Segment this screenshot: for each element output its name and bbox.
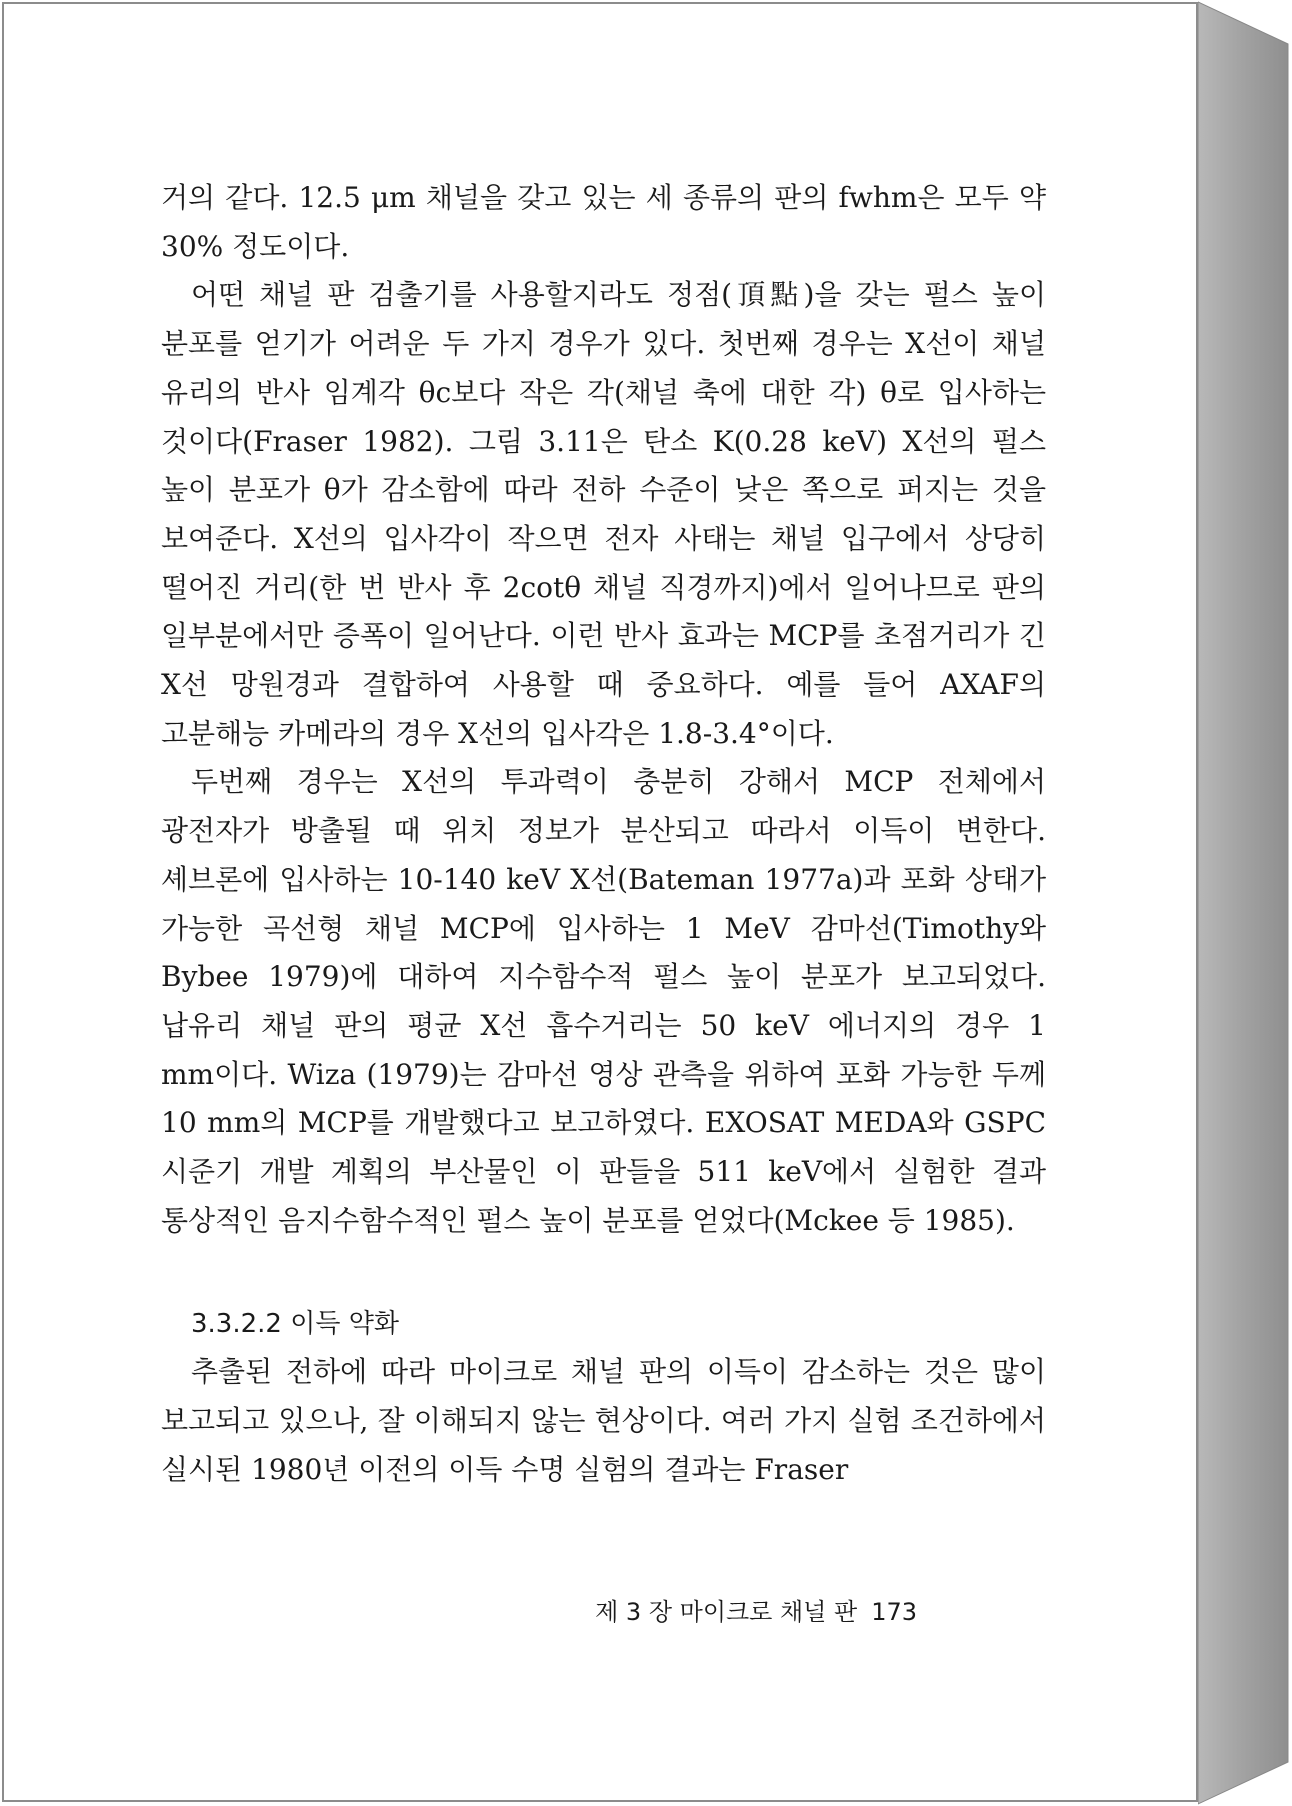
paragraph-penetration-effect: 두번째 경우는 X선의 투과력이 충분히 강해서 MCP 전체에서 광전자가 방출될 때 위치 정보가 분산되고 따라서 이득이 변한다. 셰브론에 입사하는 10-140 keV X선(Bateman 1977a)과 포화 상태가 가능한 곡선형 채널 MCP에 입사하는 1 MeV 감마선(Timothy와 Bybee 1979)에 대하여 지수함수적 펄스 높이 분포가 보고되었다. 납유리 채널 판의 평균 X선 흡수거리는 50 keV 에너지의 경우 1 mm이다. Wiza (1979)는 감마선 영상 관측을 위하여 포화 가능한 두께 10 mm의 MCP를 개발했다고 보고하였다. EXOSAT MEDA와 GSPC 시준기 개발 계획의 부산물인 이 판들을 511 keV에서 실험한 결과 통상적인 음지수함수적인 펄스 높이 분포를 얻었다(Mckee 등 1985). bbox=[161, 765, 1046, 1237]
book-spine-shadow bbox=[1198, 0, 1290, 1806]
paragraph-continued: 거의 같다. 12.5 μm 채널을 갖고 있는 세 종류의 판의 fwhm은 모두 약 30% 정도이다. bbox=[161, 181, 1046, 263]
paragraph-gain-degradation: 추출된 전하에 따라 마이크로 채널 판의 이득이 감소하는 것은 많이 보고되고 있으나, 잘 이해되지 않는 현상이다. 여러 가지 실험 조건하에서 실시된 1980년 이전의 이득 수명 실험의 결과는 Fraser bbox=[161, 1355, 1046, 1486]
page-body bbox=[161, 174, 1046, 1495]
book-page bbox=[2, 2, 1198, 1802]
paragraph-reflection-effect: 어떤 채널 판 검출기를 사용할지라도 정점(頂點)을 갖는 펄스 높이 분포를 얻기가 어려운 두 가지 경우가 있다. 첫번째 경우는 X선이 채널 유리의 반사 임계각 θc보다 작은 각(채널 축에 대한 각) θ로 입사하는 것이다(Fraser 1982). 그림 3.11은 탄소 K(0.28 keV) X선의 펄스 높이 분포가 θ가 감소함에 따라 전하 수준이 낮은 쪽으로 퍼지는 것을 보여준다. X선의 입사각이 작으면 전자 사태는 채널 입구에서 상당히 떨어진 거리(한 번 반사 후 2cotθ 채널 직경까지)에서 일어나므로 판의 일부분에서만 증폭이 일어난다. 이런 반사 효과는 MCP를 초점거리가 긴 X선 망원경과 결합하여 사용할 때 중요하다. 예를 들어 AXAF의 고분해능 카메라의 경우 X선의 입사각은 1.8-3.4°이다. bbox=[161, 278, 1046, 750]
page-number: 173 bbox=[871, 1598, 917, 1626]
footer-chapter-title: 제 3 장 마이크로 채널 판 bbox=[595, 1598, 858, 1626]
page-footer bbox=[595, 1592, 917, 1627]
section-heading: 3.3.2.2 이득 약화 bbox=[191, 1309, 399, 1340]
